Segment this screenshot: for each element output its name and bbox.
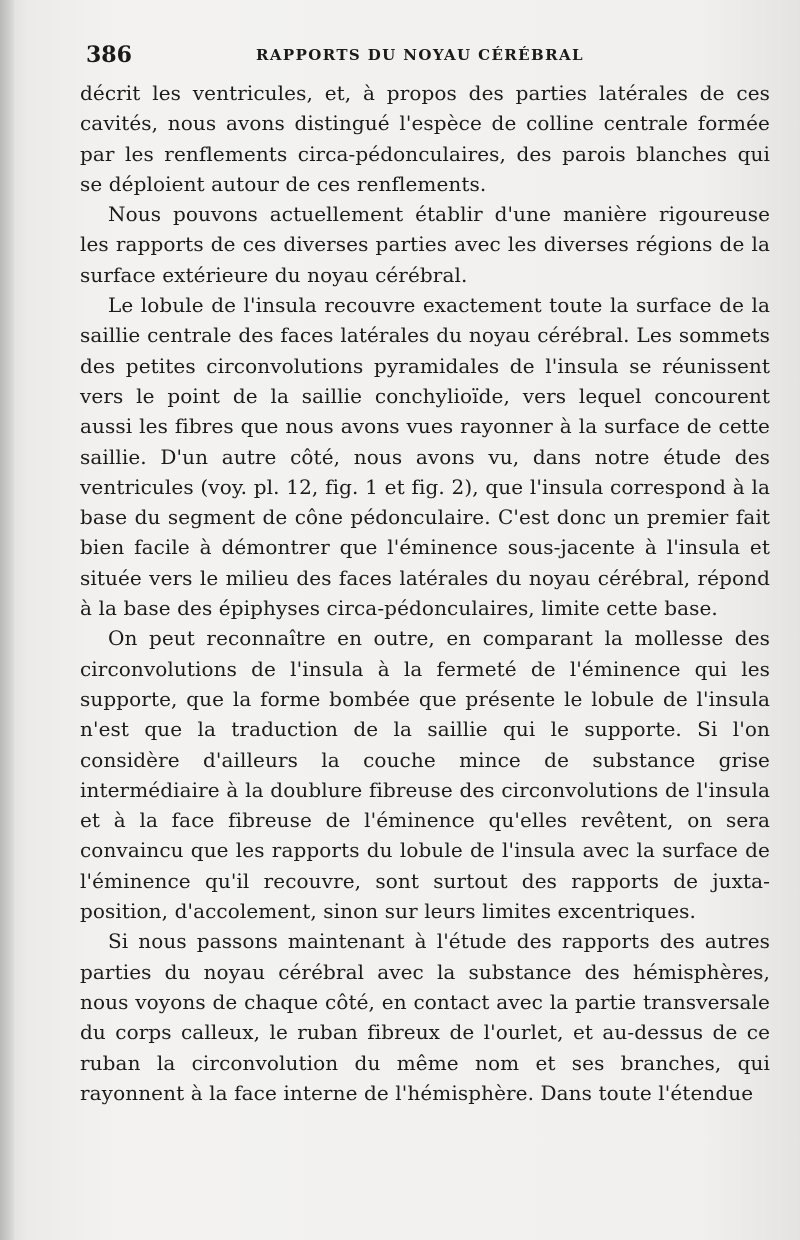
paragraph-1: décrit les ventricules, et, à propos des parties latérales de ces cavités, nous avons distingué l'espèce de colline centrale formée par les renflements circa-pédonculaires, des parois blanches qui se déploient autour de ces renflements. bbox=[80, 81, 770, 196]
paragraph-2: Nous pouvons actuellement établir d'une manière rigoureuse les rapports de ces diverses parties avec les diverses régions de la surface extérieure du noyau cérébral. bbox=[80, 202, 770, 287]
paragraph-4: On peut reconnaître en outre, en comparant la mollesse des circonvolutions de l'insula à la fermeté de l'éminence qui les supporte, que la forme bombée que présente le lobule de l'insula n'est que la traduction de la saillie qui le supporte. Si l'on considère d'ailleurs la couche mince de substance grise intermédiaire à la doublure fibreuse des circonvolutions de l'insula et à la face fibreuse de l'éminence qu'elles revêtent, on sera convaincu que les rapports du lobule de l'insula avec la surface de l'éminence qu'il recouvre, sont surtout des rapports de juxta-position, d'accolement, sinon sur leurs limites excentriques. bbox=[80, 626, 770, 924]
page-header bbox=[86, 40, 776, 76]
page-number: 386 bbox=[86, 42, 132, 68]
paragraph-3: Le lobule de l'insula recouvre exactement toute la surface de la saillie centrale des faces latérales du noyau cérébral. Les sommets des petites circonvolutions pyramidales de l'insula se réunissent vers le point de la saillie conchylioïde, vers lequel concourent aussi les fibres que nous avons vues rayonner à la surface de cette saillie. D'un autre côté, nous avons vu, dans notre étude des ventricules (voy. pl. 12, fig. 1 et fig. 2), que l'insula correspond à la base du segment de cône pédonculaire. C'est donc un premier fait bien facile à démontrer que l'éminence sous-jacente à l'insula et située vers le milieu des faces latérales du noyau cérébral, répond à la base des épiphyses circa-pédonculaires, limite cette base. bbox=[80, 293, 770, 621]
running-title: RAPPORTS DU NOYAU CÉRÉBRAL bbox=[256, 46, 584, 64]
body-text bbox=[80, 78, 770, 1108]
page-gutter-shadow bbox=[0, 0, 14, 1240]
paragraph-5: Si nous passons maintenant à l'étude des rapports des autres parties du noyau cérébral avec la substance des hémisphères, nous voyons de chaque côté, en contact avec la partie transversale du corps calleux, le ruban fibreux de l'ourlet, et au-dessus de ce ruban la circonvolution du même nom et ses branches, qui rayonnent à la face interne de l'hémisphère. Dans toute l'étendue bbox=[80, 929, 770, 1105]
